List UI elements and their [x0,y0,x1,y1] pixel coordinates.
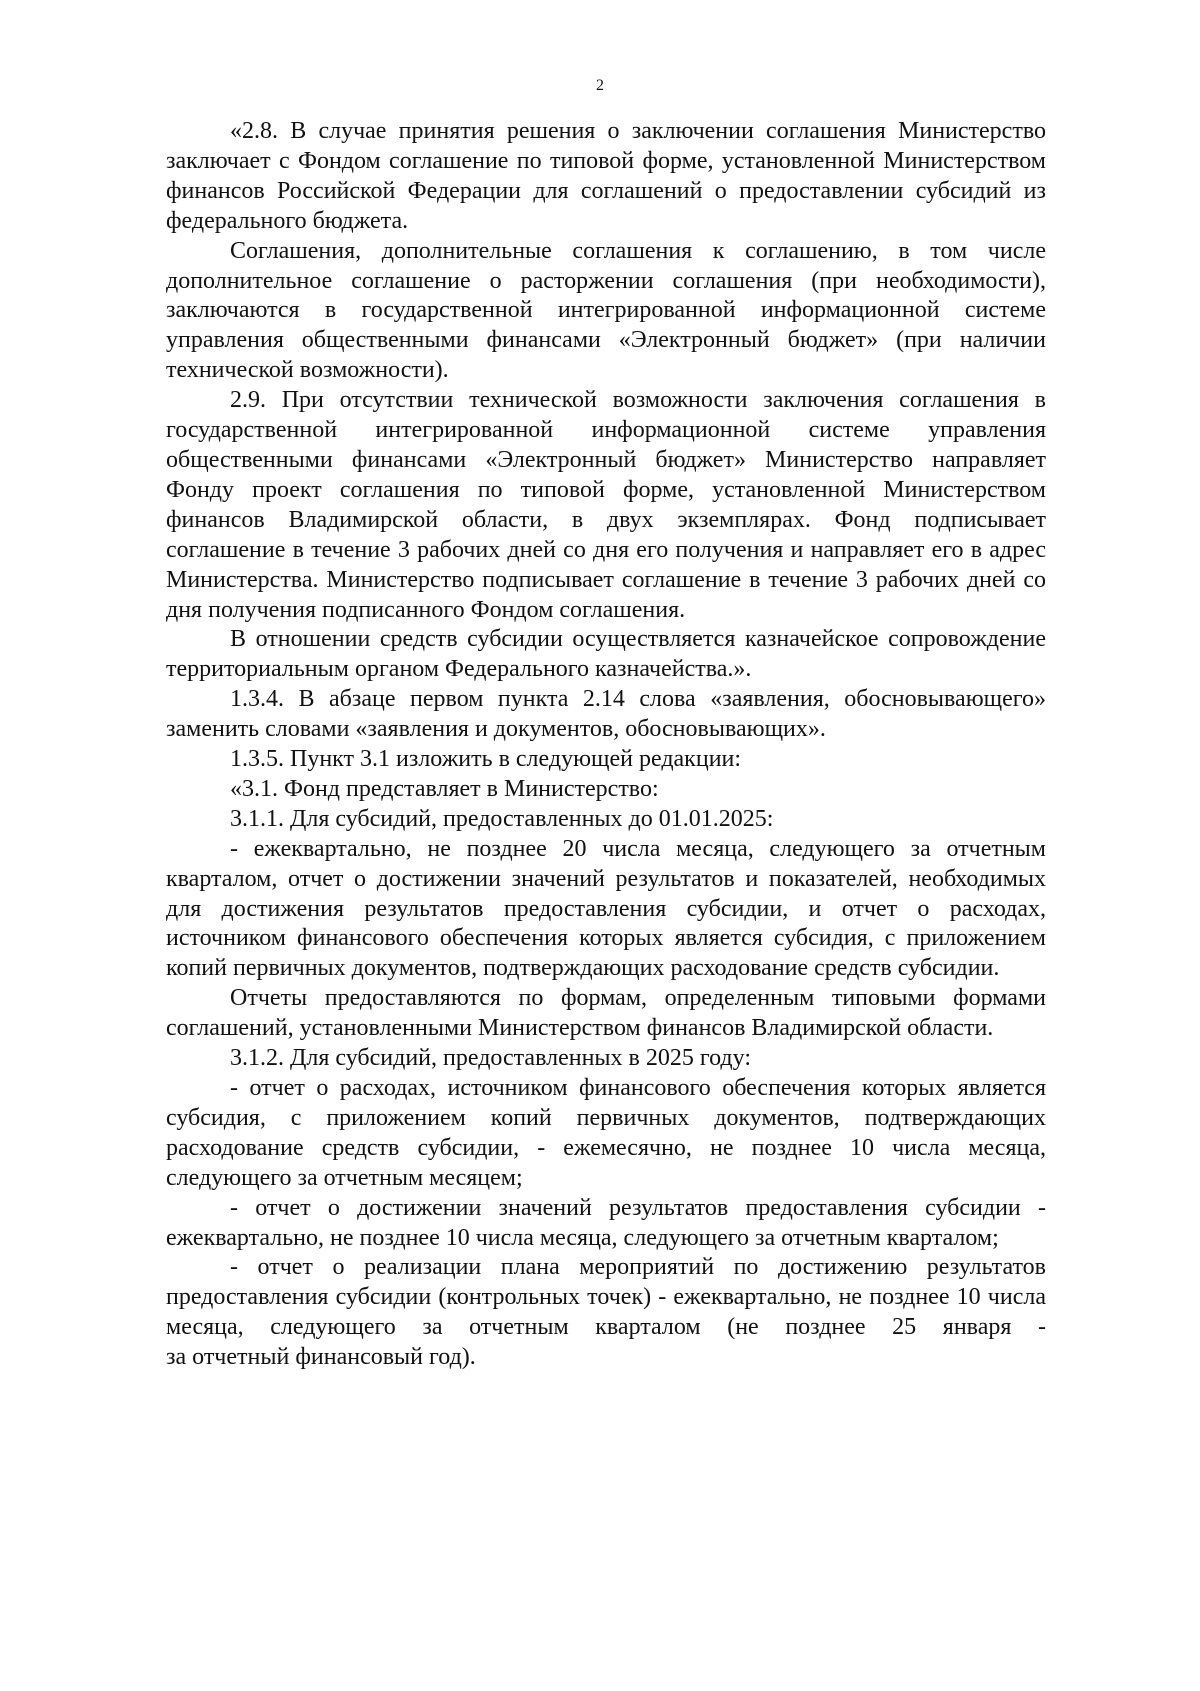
paragraph-control-points-report: - отчет о реализации плана мероприятий по достижению результатов предоставления субсидии (контрольных точек) - ежеквартально, не позднее 10 числа месяца, следующего за отчетным кварталом (не позднее 25 января - [166,1254,1046,1341]
paragraph-2-8: «2.8. В случае принятия решения о заключении соглашения Министерство заключает с Фондом соглашение по типовой форме, установленной Министерством финансов Российской Федерации для соглашений о предоставлении субсидий из федерального бюджета. [166,118,1046,234]
paragraph-expense-report: - отчет о расходах, источником финансового обеспечения которых является субсидия, с приложением копий первичных документов, подтверждающих расходование средств субсидии, - ежемесячно, не позднее 10 числа месяца, следующего за отчетным месяцем; [166,1075,1046,1191]
paragraph-1-3-5: 1.3.5. Пункт 3.1 изложить в следующей редакции: [230,746,742,773]
page-number: 2 [596,77,604,94]
paragraph-1-3-4: 1.3.4. В абзаце первом пункта 2.14 слова «заявления, обосновывающего» заменить словами «заявления и документов, обосновывающих». [166,686,1046,743]
document-body [166,117,1046,1373]
paragraph-3-1: «3.1. Фонд представляет в Министерство: [230,775,659,802]
paragraph-agreements-electronic-budget: Соглашения, дополнительные соглашения к соглашению, в том числе дополнительное соглашение о расторжении соглашения (при необходимости), заключаются в государственной интегрированной информационной системе управления общественными финансами «Электронный бюджет» (при наличии технической возможности). [166,237,1046,384]
paragraph-3-1-2: 3.1.2. Для субсидий, предоставленных в 2025 году: [230,1045,751,1072]
paragraph-quarterly-report: - ежеквартально, не позднее 20 числа месяца, следующего за отчетным кварталом, отчет о достижении значений результатов и показателей, необходимых для достижения результатов предоставления субсидии, и отчет о расходах, источником финансового обеспечения которых является субсидия, с приложением копий первичных документов, подтверждающих расходование средств субсидии. [166,835,1046,982]
paragraph-control-points-report-end: за отчетный финансовый год). [166,1344,476,1371]
paragraph-report-forms: Отчеты предоставляются по формам, определенным типовыми формами соглашений, установленными Министерством финансов Владимирской области. [166,985,1046,1042]
paragraph-3-1-1: 3.1.1. Для субсидий, предоставленных до 01.01.2025: [230,805,774,832]
paragraph-results-report: - отчет о достижении значений результатов предоставления субсидии - ежеквартально, не позднее 10 числа месяца, следующего за отчетным кварталом; [166,1194,1046,1251]
paragraph-2-9: 2.9. При отсутствии технической возможности заключения соглашения в государственной интегрированной информационной системе управления общественными финансами «Электронный бюджет» Министерство направляет Фонду проект соглашения по типовой форме, установленной Министерством финансов Владимирской области, в двух экземплярах. Фонд подписывает соглашение в течение 3 рабочих дней со дня его получения и направляет его в адрес Министерства. Министерство подписывает соглашение в течение 3 рабочих дней со дня получения подписанного Фондом соглашения. [166,387,1046,623]
paragraph-treasury-support: В отношении средств субсидии осуществляется казначейское сопровождение территориальным органом Федерального казначейства.». [166,626,1046,683]
